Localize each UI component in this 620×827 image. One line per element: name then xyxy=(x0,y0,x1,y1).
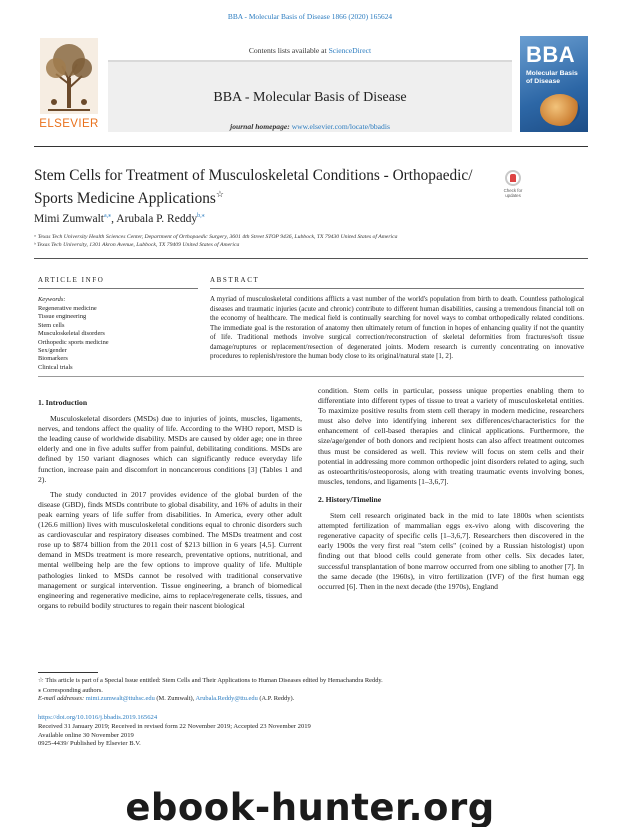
abstract-text: A myriad of musculoskeletal conditions afflicts a vast number of the world's population from birth to death. Countless pathological diseases and traumatic injuries (acute and chronic) contribute to different human disabilities, causing a tremendous financial toll on the economy of healthcare. The medical field is continually searching for novel ways to combat orthopedically related conditions. The immediate goal is the restoration of anatomy then ultimately return of function in hopes of enhancing quality if not the quantity of life. Traditional methods involve surgical correction/reconstruction of skeletal deformities from fractures/soft tissue damage/ruptures or replacement/resection of degenerated joints. Modern research is currently concentrating on innovative procedures to replenish/restore the human body close to its original/natural state [1, 2]. xyxy=(210,295,584,361)
journal-title: BBA - Molecular Basis of Disease xyxy=(213,90,407,105)
paragraph: Musculoskeletal disorders (MSDs) due to injuries of joints, muscles, ligaments, nerves, and tendons affect the quality of life. According to the WHO report, MSD is the leading cause of worldwide disability. MSDs are caused by older age; one in three elderly and one in five adults suffer from painful, debilitating conditions. MSDs are defined by 150 variant diagnoses which can significantly reduce everyday life function, increase pain and discomfort in noncancerous conditions [3] (Tables 1 and 2). xyxy=(38,414,302,484)
keyword: Biomarkers xyxy=(38,355,68,363)
email-link[interactable]: Arubala.Reddy@ttu.edu xyxy=(195,695,258,702)
article-info-heading: ARTICLE INFO xyxy=(38,276,105,284)
left-column xyxy=(38,398,302,611)
article-info-rule xyxy=(38,288,198,289)
paragraph: condition. Stem cells in particular, possess unique properties enabling them to differentiate into different types of tissue to treat a variety of musculoskeletal entities. To maximize positive results from stem cell therapy in modern medicine, researchers must also delve into identifying inherent sex differences/characteristics for the enhancement of cell-based therapies and clinical applications. Furthermore, the size/age/gender of both donors and recipient hosts can also affect treatment outcomes thus must be considered as well. This review will focus on stem cells and their potential in addressing more common orthopedic joint disorders related to aging, such as osteoarthritis/osteoporosis, along with treating traumatic events involving bones, muscles, tendons, and ligaments [1–3,6,7]. xyxy=(318,386,584,486)
journal-cover[interactable] xyxy=(520,36,588,132)
cover-subtitle: Molecular Basis of Disease xyxy=(526,70,578,85)
check-for-updates-badge[interactable]: Check for updates xyxy=(500,170,526,204)
header-divider xyxy=(34,146,588,147)
watermark: ebook-hunter.org xyxy=(125,786,495,827)
section-heading-introduction: 1. Introduction xyxy=(38,398,88,407)
keyword: Regenerative medicine xyxy=(38,305,97,312)
keyword: Sex/gender xyxy=(38,347,67,355)
keyword: Tissue engineering xyxy=(38,313,87,321)
journal-homepage: journal homepage: www.elsevier.com/locate/bbadis xyxy=(230,122,390,131)
abstract-heading: ABSTRACT xyxy=(210,276,260,284)
paragraph: The study conducted in 2017 provides evidence of the global burden of the disease (GBD), finds MSDs contribute to global disability, and 16% of adults in their peak earning years of life suffer from disabilities. In America, every other adult (126.6 million) lives with musculoskeletal conditions equal to chronic disorders such as cardiovascular and respiratory diseases combined. The MSDs treatment and cost rose up to $874 billion from the 2011 cost of $213 billion in 6 years [4,5]. Current demand in MSDs treatment is more research, preventative options, nutritional, and mental wellbeing help are the few options to improve quality of life. Multiple pathologies linked to MSDs cannot be resolved with traditional conservative management or surgical intervention. Tissue engineering, a branch of biomedical engineering and regenerative medicine, aims to replace/regenerate cells, tissues, and organs to rebuild bodily structures to regain their nascent biological xyxy=(38,489,302,610)
article-meta xyxy=(38,714,311,749)
author-affil-marker[interactable]: b,⁎ xyxy=(197,213,205,219)
corresponding-footnote: ⁎ Corresponding authors. xyxy=(38,687,103,694)
cover-image xyxy=(540,94,580,126)
author-name[interactable]: Mimi Zumwalt xyxy=(34,212,104,225)
author-list: Mimi Zumwalt$^{a,⁎}$, Arubala P. Reddy$^{b,⁎}$ xyxy=(34,212,205,225)
abstract-bottom-rule xyxy=(38,376,584,377)
elsevier-tree-icon xyxy=(40,38,98,114)
footnote-divider xyxy=(38,672,98,673)
cover-title: BBA xyxy=(526,42,576,67)
homepage-link[interactable]: www.elsevier.com/locate/bbadis xyxy=(291,122,390,131)
paragraph: Stem cell research originated back in the mid to late 1800s when scientists attempted fertilization of mammalian eggs ex-vivo along with discovering the regenerative capacity of specific cells [1–3,6,7]. Researchers then discovered in the early 1900s the very first real "stem cells" (coined by a Russian histologist) upon finding out that blood cells could generate from other cells. Six decades later, successful transplantation of bone marrow occurred from one sibling to another [7]. In the same decade (the 1960s), in vitro fertilization (IVF) of the first human egg occurred [6]. Then in the next decade (the 1970s), England xyxy=(318,511,584,591)
title-divider xyxy=(34,258,588,259)
elsevier-logo[interactable] xyxy=(34,36,104,132)
available-online: Available online 30 November 2019 xyxy=(38,731,134,739)
email-link[interactable]: mimi.zumwalt@ttuhsc.edu xyxy=(85,695,155,702)
author-name[interactable]: Arubala P. Reddy xyxy=(116,212,198,225)
received-dates: Received 31 January 2019; Received in revised form 22 November 2019; Accepted 23 November 2019 xyxy=(38,722,311,730)
issn-line: 0925-4439/ Published by Elsevier B.V. xyxy=(38,740,141,748)
check-updates-icon xyxy=(505,170,521,186)
author-affil-marker[interactable]: a,⁎ xyxy=(103,213,112,219)
doi-link[interactable]: https://doi.org/10.1016/j.bbadis.2019.165624 xyxy=(38,714,158,721)
sciencedirect-link[interactable]: ScienceDirect xyxy=(328,46,372,55)
keyword: Orthopedic sports medicine xyxy=(38,338,109,346)
contents-availability: Contents lists available at ScienceDirect xyxy=(248,46,372,55)
paper-title: Stem Cells for Treatment of Musculoskeletal Conditions - Orthopaedic/ Sports Medicine Applications☆ xyxy=(34,167,473,208)
section-heading-history: 2. History/Timeline xyxy=(318,494,382,504)
keywords-label: Keywords: xyxy=(38,296,66,303)
special-issue-footnote: ☆ This article is part of a Special Issue entitled: Stem Cells and Their Applications to Human Diseases edited by Hemachandra Reddy. xyxy=(38,677,383,684)
affiliation: ᵃ Texas Tech University Health Sciences Center, Department of Orthopaedic Surgery, 3601 4th Street STOP 9436, Lubbock, TX 79430 United States of America xyxy=(34,234,398,240)
right-column xyxy=(318,386,584,592)
keyword: Clinical trials xyxy=(38,363,73,371)
elsevier-wordmark: ELSEVIER xyxy=(39,118,99,130)
journal-citation[interactable]: BBA - Molecular Basis of Disease 1866 (2020) 165624 xyxy=(227,12,393,21)
abstract-rule xyxy=(210,288,584,289)
keyword-list xyxy=(38,305,109,372)
email-footnote: E-mail addresses: mimi.zumwalt@ttuhsc.edu (M. Zumwalt), Arubala.Reddy@ttu.edu (A.P. Reddy). xyxy=(38,695,295,702)
keyword: Stem cells xyxy=(38,321,65,329)
keyword: Musculoskeletal disorders xyxy=(38,330,105,338)
affiliation: ᵇ Texas Tech University, 1301 Akron Avenue, Lubbock, TX 79409 United States of America xyxy=(34,242,240,248)
